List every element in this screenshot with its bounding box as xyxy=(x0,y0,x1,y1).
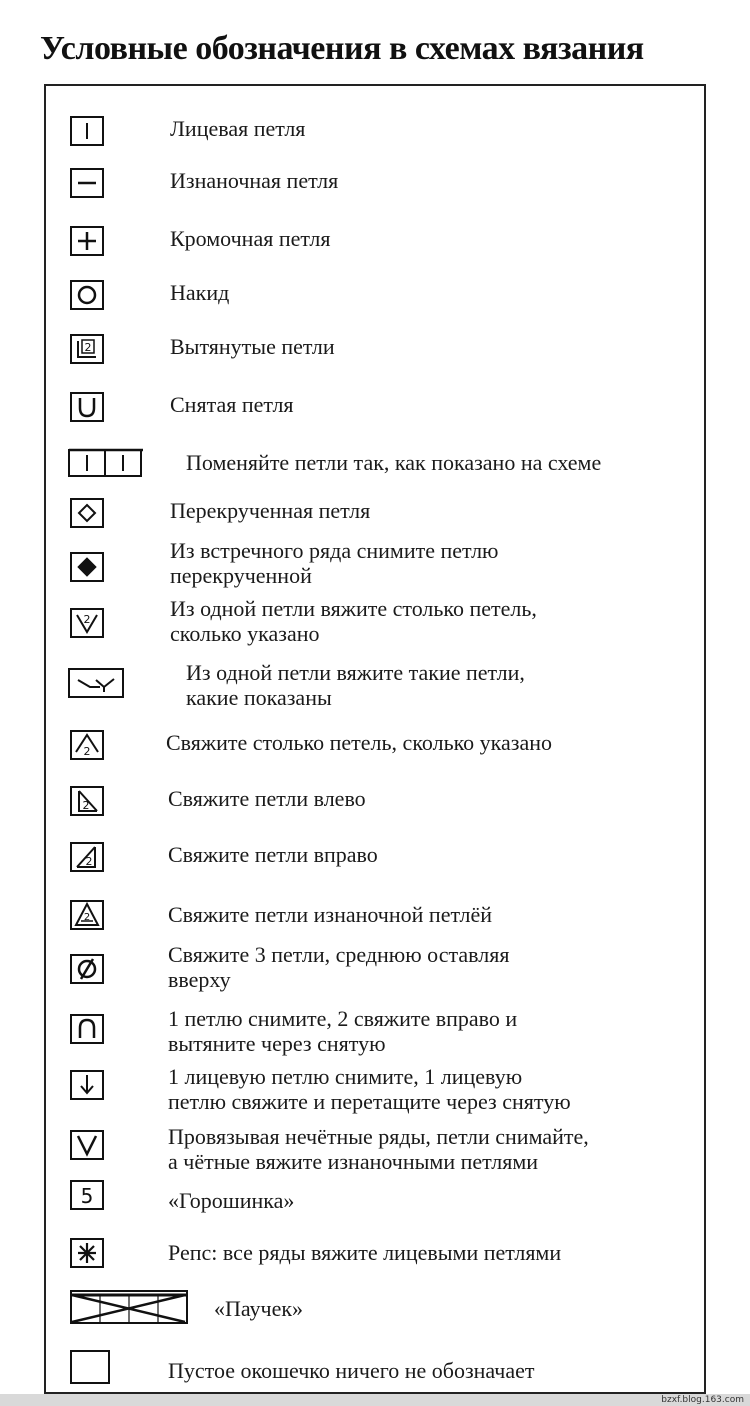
legend-label-line2: какие показаны xyxy=(186,685,332,710)
legend-label: Свяжите петли вправо xyxy=(168,842,378,867)
legend-label: «Горошинка» xyxy=(168,1188,295,1213)
bobble-icon xyxy=(70,1180,104,1210)
slip-odd-rows-icon xyxy=(70,1130,104,1160)
increase-shown-icon xyxy=(68,668,124,698)
spider-icon xyxy=(70,1290,188,1324)
pulled-stitches-icon xyxy=(70,334,104,364)
svg-text:2: 2 xyxy=(83,613,91,626)
legend-label-line2: вверху xyxy=(168,967,231,992)
legend-label-line2: перекрученной xyxy=(170,563,312,588)
legend-label: Репс: все ряды вяжите лицевыми петлями xyxy=(168,1240,562,1265)
legend-label-line2: а чётные вяжите изнаночными петлями xyxy=(168,1149,539,1174)
legend-label: Из одной петли вяжите такие петли, xyxy=(186,660,525,685)
purl-stitch-icon xyxy=(70,168,104,198)
psso-icon xyxy=(70,1070,104,1100)
legend-label: Накид xyxy=(170,280,230,305)
decrease-left-icon xyxy=(70,786,104,816)
svg-text:2: 2 xyxy=(83,912,91,923)
legend-label: Свяжите петли изнаночной петлёй xyxy=(168,902,493,927)
legend-label: Лицевая петля xyxy=(170,116,306,141)
empty-square-icon xyxy=(70,1350,110,1384)
slip-twisted-icon xyxy=(70,552,104,582)
legend-label-line2: петлю свяжите и перетащите через снятую xyxy=(168,1089,571,1114)
legend-label-line2: сколько указано xyxy=(170,621,320,646)
page-title: Условные обозначения в схемах вязания xyxy=(40,30,644,67)
legend-label: Кромочная петля xyxy=(170,226,331,251)
legend-label: Из одной петли вяжите столько петель, xyxy=(170,596,537,621)
svg-text:2: 2 xyxy=(85,855,93,868)
legend-box xyxy=(44,84,706,1394)
svg-text:2: 2 xyxy=(83,745,91,758)
legend-label: Свяжите столько петель, сколько указано xyxy=(166,730,553,755)
legend-label: Пустое окошечко ничего не обозначает xyxy=(168,1358,535,1383)
watermark-bar xyxy=(0,1394,750,1406)
legend-label: «Паучек» xyxy=(214,1296,304,1321)
cross-stitches-icon xyxy=(68,444,144,478)
rib-asterisk-icon xyxy=(70,1238,104,1268)
increase-count-icon xyxy=(70,608,104,638)
legend-label: Свяжите 3 петли, среднюю оставляя xyxy=(168,942,510,967)
legend-label: Поменяйте петли так, как показано на схеме xyxy=(186,450,602,475)
legend-label: Перекрученная петля xyxy=(170,498,371,523)
legend-label: Из встречного ряда снимите петлю xyxy=(170,538,499,563)
legend-label: 1 лицевую петлю снимите, 1 лицевую xyxy=(168,1064,523,1089)
decrease-count-icon xyxy=(70,730,104,760)
knit-stitch-icon xyxy=(70,116,104,146)
decrease-right-icon xyxy=(70,842,104,872)
slipped-stitch-icon xyxy=(70,392,104,422)
legend-label: Снятая петля xyxy=(170,392,294,417)
center-decrease-icon xyxy=(70,954,104,984)
svg-text:2: 2 xyxy=(84,341,92,354)
svg-text:5: 5 xyxy=(80,1184,94,1208)
legend-label: Свяжите петли влево xyxy=(168,786,366,811)
legend-label: 1 петлю снимите, 2 свяжите вправо и xyxy=(168,1006,518,1031)
legend-label: Изнаночная петля xyxy=(170,168,339,193)
legend-label-line2: вытяните через снятую xyxy=(168,1031,386,1056)
svg-text:2: 2 xyxy=(82,799,90,812)
legend-label: Вытянутые петли xyxy=(170,334,335,359)
yarn-over-icon xyxy=(70,280,104,310)
twisted-stitch-icon xyxy=(70,498,104,528)
decrease-purl-icon xyxy=(70,900,104,930)
edge-stitch-icon xyxy=(70,226,104,256)
slip-pass-icon xyxy=(70,1014,104,1044)
legend-label: Провязывая нечётные ряды, петли снимайте, xyxy=(168,1124,589,1149)
watermark: bzxf.blog.163.com xyxy=(661,1395,744,1405)
